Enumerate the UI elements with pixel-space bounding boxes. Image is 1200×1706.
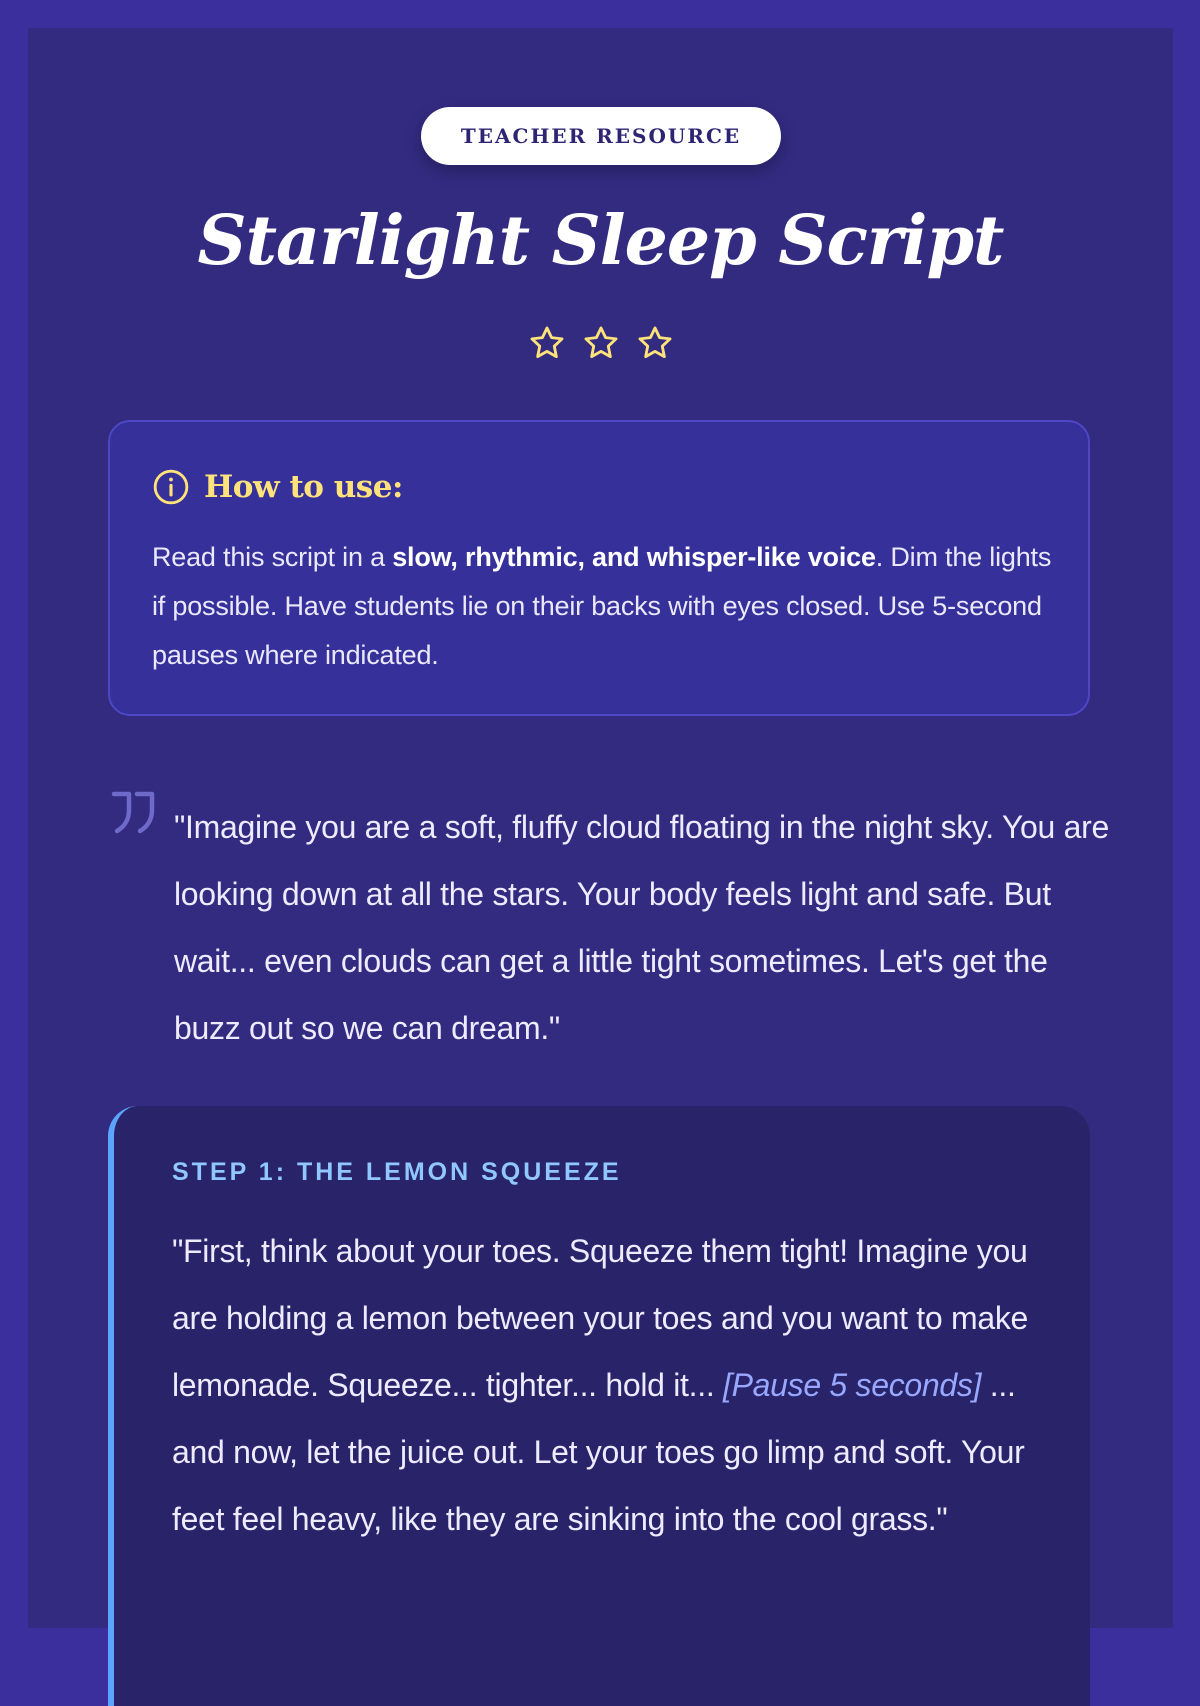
step-title: STEP 1: THE LEMON SQUEEZE xyxy=(172,1158,622,1186)
how-to-use-text-emphasis: slow, rhythmic, and whisper-like voice xyxy=(392,542,876,572)
star-outline-icon xyxy=(636,324,674,362)
star-decoration xyxy=(28,324,1173,362)
how-to-use-text-start: Read this script in a xyxy=(152,542,393,572)
star-outline-icon xyxy=(582,324,620,362)
how-to-use-text xyxy=(152,533,1057,680)
intro-quote: "Imagine you are a soft, fluffy cloud floating in the night sky. You are looking down at all the stars. Your body feels light and safe. But wait... even clouds can get a little tight sometimes. Let's get the buzz out so we can dream." xyxy=(174,809,1109,1046)
step-text-end: ... and now, let the juice out. Let your toes go limp and soft. Your feet feel heavy, like they are sinking into the cool grass." xyxy=(172,1367,1025,1537)
how-to-use-title: How to use: xyxy=(204,469,403,505)
info-circle-icon xyxy=(152,468,190,506)
step-text xyxy=(172,1218,1052,1553)
step-card xyxy=(108,1106,1090,1706)
how-to-use-text-end: . Dim the lights if possible. Have students lie on their backs with eyes closed. Use 5-second pauses where indicated. xyxy=(152,542,1052,670)
pause-cue: [Pause 5 seconds] xyxy=(723,1367,982,1403)
star-outline-icon xyxy=(528,324,566,362)
page-title: Starlight Sleep Script xyxy=(197,201,1004,281)
lesson-page xyxy=(28,28,1173,1628)
teacher-resource-badge: TEACHER RESOURCE xyxy=(421,107,781,165)
quote-mark-icon xyxy=(110,790,158,838)
how-to-use-heading xyxy=(152,468,403,506)
step-text-start: "First, think about your toes. Squeeze them tight! Imagine you are holding a lemon between your toes and you want to make lemonade. Squeeze... tighter... hold it... xyxy=(172,1233,1029,1403)
how-to-use-box xyxy=(108,420,1090,716)
